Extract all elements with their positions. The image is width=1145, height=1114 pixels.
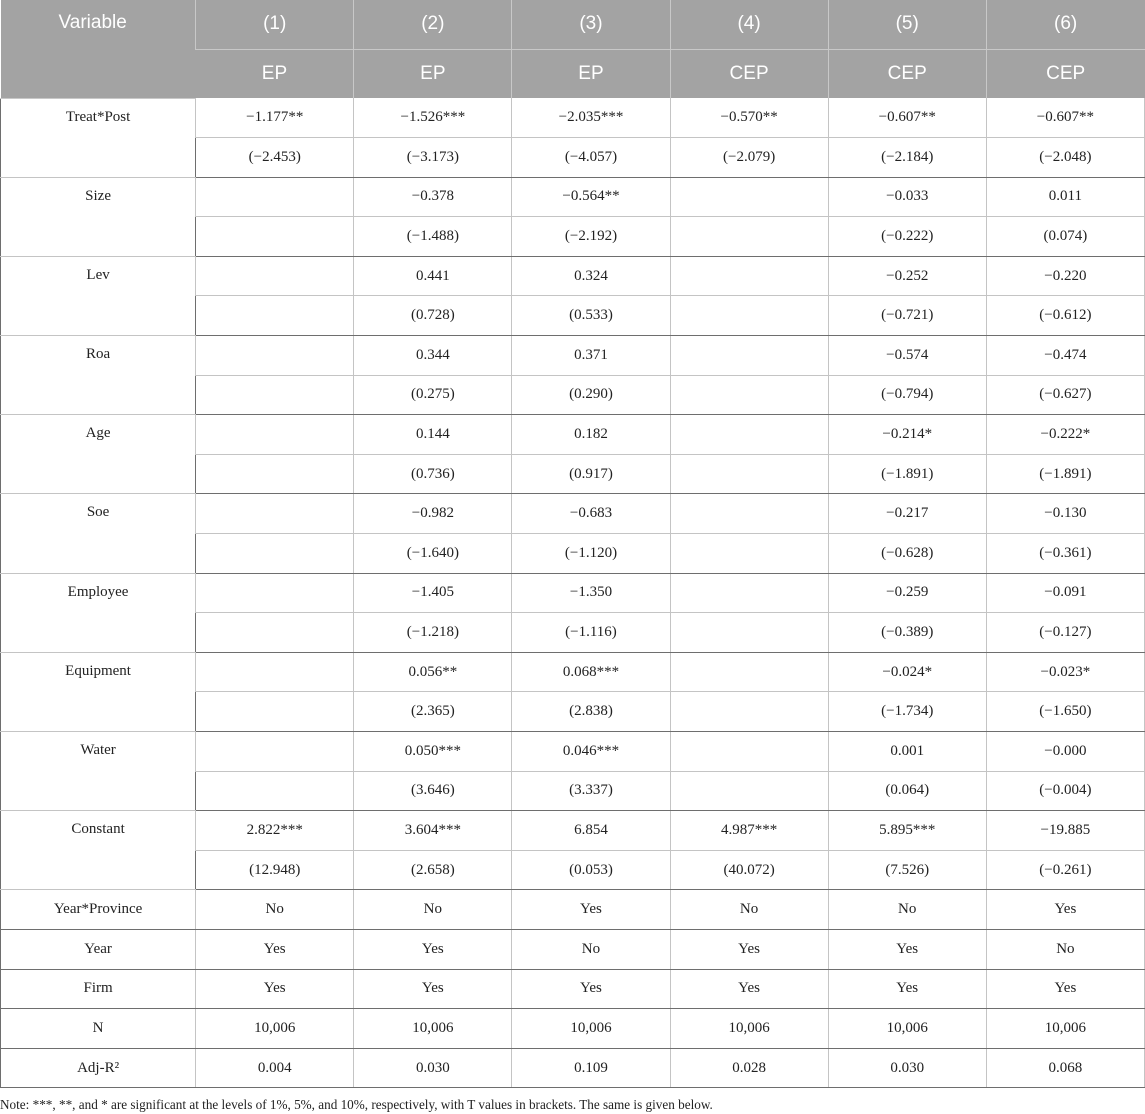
control-value: 0.109	[512, 1048, 670, 1088]
t-value-cell	[670, 454, 828, 494]
t-value-cell	[196, 217, 354, 257]
t-value-cell: (0.275)	[354, 375, 512, 415]
coefficient-cell: 5.895***	[828, 811, 986, 851]
variable-name: Age	[1, 415, 196, 494]
coefficient-cell: 0.056**	[354, 652, 512, 692]
t-value-cell: (−0.222)	[828, 217, 986, 257]
control-value: Yes	[512, 890, 670, 930]
coefficient-cell: −19.885	[986, 811, 1144, 851]
t-value-cell	[670, 534, 828, 574]
t-value-cell: (−1.120)	[512, 534, 670, 574]
control-value: 10,006	[828, 1009, 986, 1049]
coefficient-cell: 0.144	[354, 415, 512, 455]
control-value: 10,006	[196, 1009, 354, 1049]
coefficient-row	[1, 652, 1145, 692]
control-name: Year	[1, 929, 196, 969]
coefficient-cell: −0.023*	[986, 652, 1144, 692]
control-value: Yes	[670, 929, 828, 969]
t-value-cell	[196, 454, 354, 494]
table-note: Note: ***, **, and * are significant at the levels of 1%, 5%, and 10%, respectively, with T values in brackets. The same is given below.	[0, 1097, 713, 1112]
variable-name: Constant	[1, 811, 196, 890]
coefficient-cell	[670, 732, 828, 772]
t-value-cell	[670, 613, 828, 653]
coefficient-row	[1, 415, 1145, 455]
coefficient-row	[1, 573, 1145, 613]
t-value-cell	[196, 613, 354, 653]
t-value-cell	[670, 375, 828, 415]
variable-name: Employee	[1, 573, 196, 652]
t-value-cell: (−1.891)	[986, 454, 1144, 494]
coefficient-cell: −0.214*	[828, 415, 986, 455]
dependent-variable: CEP	[986, 49, 1144, 98]
coefficient-cell: 0.441	[354, 256, 512, 296]
t-value-cell: (−4.057)	[512, 138, 670, 178]
t-value-cell: (0.917)	[512, 454, 670, 494]
coefficient-cell: 4.987***	[670, 811, 828, 851]
coefficient-cell: −0.259	[828, 573, 986, 613]
t-value-cell: (−0.004)	[986, 771, 1144, 811]
coefficient-row	[1, 732, 1145, 772]
coefficient-cell: −0.024*	[828, 652, 986, 692]
t-value-cell: (−3.173)	[354, 138, 512, 178]
control-value: No	[670, 890, 828, 930]
t-value-cell: (−2.048)	[986, 138, 1144, 178]
t-value-cell: (−1.650)	[986, 692, 1144, 732]
control-value: Yes	[828, 969, 986, 1009]
control-value: No	[196, 890, 354, 930]
coefficient-cell: −0.564**	[512, 177, 670, 217]
t-value-cell	[670, 692, 828, 732]
control-value: 10,006	[986, 1009, 1144, 1049]
coefficient-cell: −0.033	[828, 177, 986, 217]
coefficient-row	[1, 811, 1145, 851]
header-row-models	[1, 0, 1145, 49]
t-value-cell: (3.646)	[354, 771, 512, 811]
coefficient-cell	[196, 494, 354, 534]
t-value-cell	[196, 771, 354, 811]
variable-name: Soe	[1, 494, 196, 573]
coefficient-cell: 0.011	[986, 177, 1144, 217]
coefficient-cell: 2.822***	[196, 811, 354, 851]
t-value-cell: (7.526)	[828, 850, 986, 890]
coefficient-cell: 0.344	[354, 336, 512, 376]
t-value-cell: (−1.116)	[512, 613, 670, 653]
coefficient-row	[1, 256, 1145, 296]
t-value-cell: (0.064)	[828, 771, 986, 811]
coefficient-cell: −2.035***	[512, 98, 670, 138]
t-value-cell: (−2.453)	[196, 138, 354, 178]
control-row	[1, 890, 1145, 930]
coefficient-cell	[196, 177, 354, 217]
control-value: Yes	[670, 969, 828, 1009]
control-value: Yes	[354, 969, 512, 1009]
t-value-cell: (2.365)	[354, 692, 512, 732]
dependent-variable: CEP	[670, 49, 828, 98]
t-value-cell: (−2.079)	[670, 138, 828, 178]
t-value-cell	[670, 771, 828, 811]
t-value-cell: (0.533)	[512, 296, 670, 336]
coefficient-cell	[196, 336, 354, 376]
model-number: (5)	[828, 0, 986, 49]
t-value-cell: (−1.640)	[354, 534, 512, 574]
coefficient-cell	[670, 573, 828, 613]
control-value: Yes	[196, 929, 354, 969]
coefficient-cell: 6.854	[512, 811, 670, 851]
dependent-variable: EP	[512, 49, 670, 98]
coefficient-cell	[196, 256, 354, 296]
coefficient-cell	[670, 256, 828, 296]
control-name: Adj-R²	[1, 1048, 196, 1088]
t-value-cell: (12.948)	[196, 850, 354, 890]
coefficient-cell	[670, 336, 828, 376]
t-value-cell: (−0.721)	[828, 296, 986, 336]
variable-header: Variable	[1, 0, 196, 98]
control-name: Year*Province	[1, 890, 196, 930]
t-value-cell: (−0.612)	[986, 296, 1144, 336]
t-value-cell: (−1.218)	[354, 613, 512, 653]
t-value-cell: (−0.127)	[986, 613, 1144, 653]
control-value: No	[828, 890, 986, 930]
coefficient-cell: 0.182	[512, 415, 670, 455]
control-value: No	[986, 929, 1144, 969]
coefficient-cell: −0.091	[986, 573, 1144, 613]
coefficient-cell: 0.068***	[512, 652, 670, 692]
coefficient-row	[1, 494, 1145, 534]
dependent-variable: EP	[196, 49, 354, 98]
variable-name: Treat*Post	[1, 98, 196, 177]
control-value: 10,006	[670, 1009, 828, 1049]
coefficient-cell: −0.217	[828, 494, 986, 534]
coefficient-cell: −0.982	[354, 494, 512, 534]
control-value: 10,006	[354, 1009, 512, 1049]
control-row	[1, 1048, 1145, 1088]
coefficient-cell: 0.371	[512, 336, 670, 376]
variable-name: Equipment	[1, 652, 196, 731]
coefficient-cell: −0.607**	[986, 98, 1144, 138]
dependent-variable: CEP	[828, 49, 986, 98]
coefficient-cell: −0.570**	[670, 98, 828, 138]
t-value-cell: (2.658)	[354, 850, 512, 890]
t-value-cell: (3.337)	[512, 771, 670, 811]
control-value: 0.004	[196, 1048, 354, 1088]
coefficient-cell	[670, 415, 828, 455]
variable-name: Roa	[1, 336, 196, 415]
control-value: No	[354, 890, 512, 930]
t-value-cell	[670, 217, 828, 257]
model-number: (6)	[986, 0, 1144, 49]
control-value: No	[512, 929, 670, 969]
t-value-cell: (−0.627)	[986, 375, 1144, 415]
control-value: 0.068	[986, 1048, 1144, 1088]
model-number: (3)	[512, 0, 670, 49]
control-value: 0.030	[828, 1048, 986, 1088]
coefficient-row	[1, 336, 1145, 376]
t-value-cell: (2.838)	[512, 692, 670, 732]
control-value: Yes	[354, 929, 512, 969]
coefficient-cell	[196, 415, 354, 455]
coefficient-cell: −0.574	[828, 336, 986, 376]
coefficient-cell: 0.001	[828, 732, 986, 772]
coefficient-cell	[670, 177, 828, 217]
control-name: Firm	[1, 969, 196, 1009]
t-value-cell: (−0.794)	[828, 375, 986, 415]
coefficient-cell: −0.607**	[828, 98, 986, 138]
coefficient-cell: −0.378	[354, 177, 512, 217]
variable-name: Size	[1, 177, 196, 256]
model-number: (2)	[354, 0, 512, 49]
table-body	[1, 98, 1145, 1088]
t-value-cell	[196, 692, 354, 732]
control-value: Yes	[986, 969, 1144, 1009]
t-value-cell: (−1.488)	[354, 217, 512, 257]
t-value-cell: (0.290)	[512, 375, 670, 415]
coefficient-cell: −0.252	[828, 256, 986, 296]
t-value-cell: (−0.261)	[986, 850, 1144, 890]
t-value-cell	[196, 296, 354, 336]
control-row	[1, 969, 1145, 1009]
t-value-cell	[196, 534, 354, 574]
coefficient-cell: 3.604***	[354, 811, 512, 851]
t-value-cell: (0.728)	[354, 296, 512, 336]
t-value-cell: (−1.891)	[828, 454, 986, 494]
coefficient-cell: −1.177**	[196, 98, 354, 138]
variable-name: Water	[1, 732, 196, 811]
control-value: Yes	[512, 969, 670, 1009]
table-header	[1, 0, 1145, 98]
control-value: Yes	[196, 969, 354, 1009]
control-row	[1, 1009, 1145, 1049]
coefficient-row	[1, 177, 1145, 217]
t-value-cell: (−0.389)	[828, 613, 986, 653]
coefficient-cell: 0.324	[512, 256, 670, 296]
model-number: (4)	[670, 0, 828, 49]
t-value-cell: (0.053)	[512, 850, 670, 890]
control-value: 0.028	[670, 1048, 828, 1088]
control-value: Yes	[828, 929, 986, 969]
t-value-cell: (0.074)	[986, 217, 1144, 257]
coefficient-cell	[670, 494, 828, 534]
t-value-cell: (−2.192)	[512, 217, 670, 257]
t-value-cell: (−0.361)	[986, 534, 1144, 574]
coefficient-row	[1, 98, 1145, 138]
t-value-cell: (−0.628)	[828, 534, 986, 574]
control-row	[1, 929, 1145, 969]
coefficient-cell: −0.474	[986, 336, 1144, 376]
coefficient-cell: 0.050***	[354, 732, 512, 772]
coefficient-cell: 0.046***	[512, 732, 670, 772]
control-value: 10,006	[512, 1009, 670, 1049]
coefficient-cell	[670, 652, 828, 692]
control-value: Yes	[986, 890, 1144, 930]
t-value-cell: (0.736)	[354, 454, 512, 494]
t-value-cell: (−1.734)	[828, 692, 986, 732]
control-name: N	[1, 1009, 196, 1049]
t-value-cell	[196, 375, 354, 415]
coefficient-cell	[196, 573, 354, 613]
coefficient-cell: −0.222*	[986, 415, 1144, 455]
t-value-cell: (−2.184)	[828, 138, 986, 178]
coefficient-cell: −1.405	[354, 573, 512, 613]
variable-name: Lev	[1, 256, 196, 335]
coefficient-cell: −1.350	[512, 573, 670, 613]
coefficient-cell: −0.683	[512, 494, 670, 534]
coefficient-cell: −0.130	[986, 494, 1144, 534]
coefficient-cell: −0.000	[986, 732, 1144, 772]
coefficient-cell	[196, 652, 354, 692]
coefficient-cell	[196, 732, 354, 772]
coefficient-cell: −0.220	[986, 256, 1144, 296]
t-value-cell: (40.072)	[670, 850, 828, 890]
dependent-variable: EP	[354, 49, 512, 98]
t-value-cell	[670, 296, 828, 336]
model-number: (1)	[196, 0, 354, 49]
coefficient-cell: −1.526***	[354, 98, 512, 138]
control-value: 0.030	[354, 1048, 512, 1088]
